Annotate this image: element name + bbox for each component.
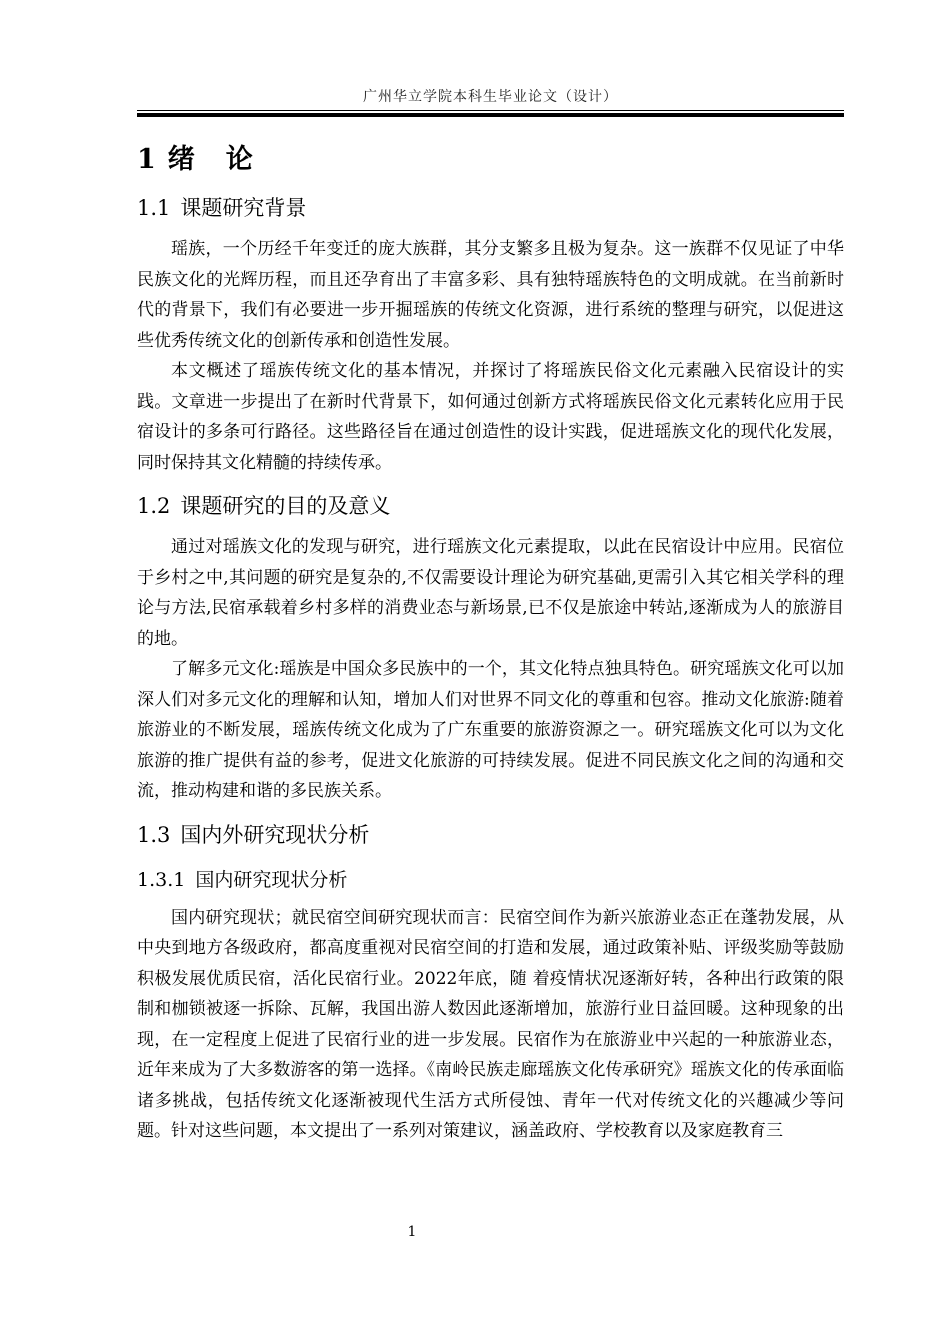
paragraph: 本文概述了瑶族传统文化的基本情况，并探讨了将瑶族民俗文化元素融入民宿设计的实践。文章进一步提出了在新时代背景下，如何通过创新方式将瑶族民俗文化元素转化应用于民宿设计的多条可行路径。这些路径旨在通过创造性的设计实践，促进瑶族文化的现代化发展，同时保持其文化精髓的持续传承。: [137, 361, 844, 473]
section-number: 1.3: [137, 822, 171, 847]
paragraph: 了解多元文化:瑶族是中国众多民族中的一个，其文化特点独具特色。研究瑶族文化可以加深人们对多元文化的理解和认知，增加人们对世界不同文化的尊重和包容。推动文化旅游:随着旅游业的不断发展，瑶族传统文化成为了广东重要的旅游资源之一。研究瑶族文化可以为文化旅游的推广提供有益的参考，促进文化旅游的可持续发展。促进不同民族文化之间的沟通和交流，推动构建和谐的多民族关系。: [137, 659, 844, 801]
paragraph: 瑶族，一个历经千年变迁的庞大族群，其分支繁多且极为复杂。这一族群不仅见证了中华民族文化的光辉历程，而且还孕育出了丰富多彩、具有独特瑶族特色的文明成就。在当前新时代的背景下，我们有必要进一步开掘瑶族的传统文化资源，进行系统的整理与研究，以促进这些优秀传统文化的创新传承和创造性发展。: [137, 239, 844, 351]
section-heading-1-1: [137, 192, 844, 224]
chapter-title: 绪 论: [167, 144, 255, 175]
paragraph: 通过对瑶族文化的发现与研究，进行瑶族文化元素提取，以此在民宿设计中应用。民宿位于乡村之中,其问题的研究是复杂的,不仅需要设计理论为研究基础,更需引入其它相关学科的理论与方法,民宿承载着乡村多样的消费业态与新场景,已不仅是旅途中转站,逐渐成为人的旅游目的地。: [137, 537, 844, 649]
section-title: 课题研究背景: [180, 196, 307, 220]
section-heading-1-3: [137, 819, 844, 851]
section-title: 国内外研究现状分析: [180, 822, 370, 847]
subsection-heading-1-3-1: [137, 865, 844, 895]
chapter-number: 1: [137, 144, 158, 175]
header-rule-thin: [137, 110, 844, 111]
subsection-title: 国内研究现状分析: [195, 868, 348, 891]
section-title: 课题研究的目的及意义: [180, 494, 391, 518]
section-number: 1.1: [137, 196, 171, 220]
paragraph: 国内研究现状；就民宿空间研究现状而言：民宿空间作为新兴旅游业态正在蓬勃发展，从中央到地方各级政府，都高度重视对民宿空间的打造和发展，通过政策补贴、评级奖励等鼓励积极发展优质民宿，活化民宿行业。2022年底，随 着疫情状况逐渐好转，各种出行政策的限制和枷锁被逐一拆除、瓦解，我国出游人数因此逐渐增加，旅游行业日益回暖。这种现象的出现，在一定程度上促进了民宿行业的进一步发展。民宿作为在旅游业中兴起的一种旅游业态，近年来成为了大多数游客的第一选择。《南岭民族走廊瑶族文化传承研究》瑶族文化的传承面临诸多挑战，包括传统文化逐渐被现代生活方式所侵蚀、青年一代对传统文化的兴趣减少等问题。针对这些问题，本文提出了一系列对策建议，涵盖政府、学校教育以及家庭教育三: [137, 907, 844, 1141]
section-number: 1.2: [137, 494, 171, 518]
chapter-heading: [137, 140, 844, 180]
page-number: 1: [407, 1224, 417, 1240]
header-rule-thick: [137, 113, 844, 117]
running-header: 广州华立学院本科生毕业论文（设计）: [363, 89, 618, 105]
subsection-number: 1.3.1: [137, 868, 186, 891]
section-heading-1-2: [137, 490, 844, 522]
main-content: [137, 130, 844, 1147]
